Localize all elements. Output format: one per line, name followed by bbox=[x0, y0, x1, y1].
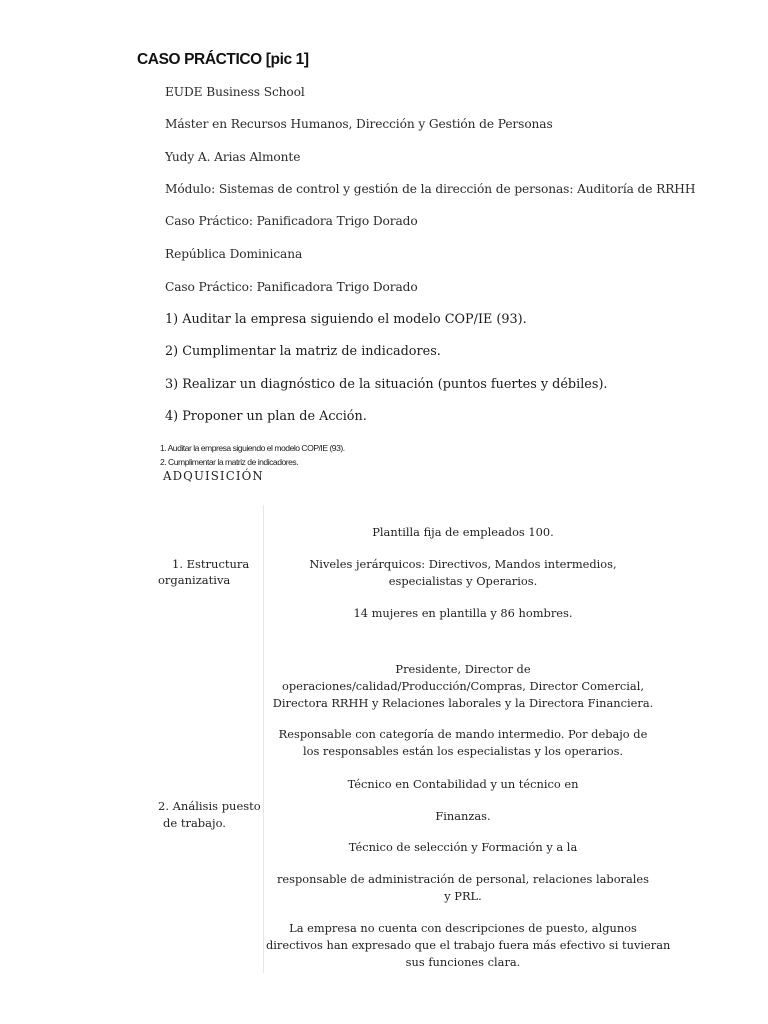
task-item: 3) Realizar un diagnóstico de la situación (puntos fuertes y débiles). bbox=[165, 377, 608, 392]
task-item: 1) Auditar la empresa siguiendo el modelo COP/IE (93). bbox=[165, 312, 527, 327]
module-name: Módulo: Sistemas de control y gestión de la dirección de personas: Auditoría de RRHH bbox=[165, 182, 696, 196]
table-cell bbox=[266, 726, 660, 760]
cell-line: Plantilla fija de empleados 100. bbox=[372, 525, 554, 539]
table-cell bbox=[266, 839, 660, 856]
cell-line: Finanzas. bbox=[435, 809, 491, 823]
row-label-line: 1. Estructura bbox=[172, 557, 250, 571]
table-cell bbox=[266, 605, 660, 622]
cell-line: Directora RRHH y Relaciones laborales y la Directora Financiera. bbox=[272, 696, 654, 710]
cell-line: La empresa no cuenta con descripciones de puesto, algunos bbox=[289, 921, 637, 935]
table-cell bbox=[266, 661, 660, 712]
table-divider bbox=[263, 505, 264, 973]
cell-line: Presidente, Director de bbox=[395, 662, 531, 676]
section-heading: ADQUISICIÓN bbox=[163, 469, 264, 483]
cell-line: directivos han expresado que el trabajo fuera más efectivo si tuvieran bbox=[266, 938, 671, 952]
cell-line: Técnico en Contabilidad y un técnico en bbox=[347, 777, 579, 791]
cell-line: Responsable con categoría de mando intermedio. Por debajo de bbox=[278, 727, 648, 741]
table-cell bbox=[266, 776, 660, 793]
cell-line: responsable de administración de personal, relaciones laborales bbox=[276, 872, 650, 886]
small-note: 2. Cumplimentar la matriz de indicadores. bbox=[160, 457, 299, 467]
cell-line: 14 mujeres en plantilla y 86 hombres. bbox=[353, 606, 573, 620]
table-cell bbox=[266, 808, 660, 825]
row-label-line: de trabajo. bbox=[163, 816, 226, 830]
cell-line: y PRL. bbox=[444, 889, 482, 903]
cell-line: sus funciones clara. bbox=[405, 955, 521, 969]
cell-line: Niveles jerárquicos: Directivos, Mandos intermedios, bbox=[309, 557, 617, 571]
author-name: Yudy A. Arias Almonte bbox=[165, 150, 301, 164]
cell-line: especialistas y Operarios. bbox=[388, 574, 538, 588]
document-title: CASO PRÁCTICO [pic 1] bbox=[137, 51, 309, 68]
table-cell bbox=[266, 871, 660, 905]
cell-line: los responsables están los especialistas y los operarios. bbox=[302, 744, 624, 758]
cell-line: operaciones/calidad/Producción/Compras, Director Comercial, bbox=[282, 679, 644, 693]
table-cell bbox=[266, 920, 671, 971]
task-item: 4) Proponer un plan de Acción. bbox=[165, 409, 367, 424]
table-cell bbox=[266, 524, 660, 541]
program-name: Máster en Recursos Humanos, Dirección y Gestión de Personas bbox=[165, 117, 553, 131]
country: República Dominicana bbox=[165, 247, 303, 261]
school-name: EUDE Business School bbox=[165, 85, 305, 99]
task-item: 2) Cumplimentar la matriz de indicadores. bbox=[165, 344, 441, 359]
small-note: 1. Auditar la empresa siguiendo el modelo COP/IE (93). bbox=[160, 443, 345, 453]
case-name: Caso Práctico: Panificadora Trigo Dorado bbox=[165, 214, 418, 228]
cell-line: Técnico de selección y Formación y a la bbox=[348, 840, 578, 854]
row-label-line: 2. Análisis puesto bbox=[158, 799, 261, 813]
row-label-line: organizativa bbox=[158, 573, 231, 587]
case-name-repeat: Caso Práctico: Panificadora Trigo Dorado bbox=[165, 280, 418, 294]
table-cell bbox=[266, 556, 660, 590]
